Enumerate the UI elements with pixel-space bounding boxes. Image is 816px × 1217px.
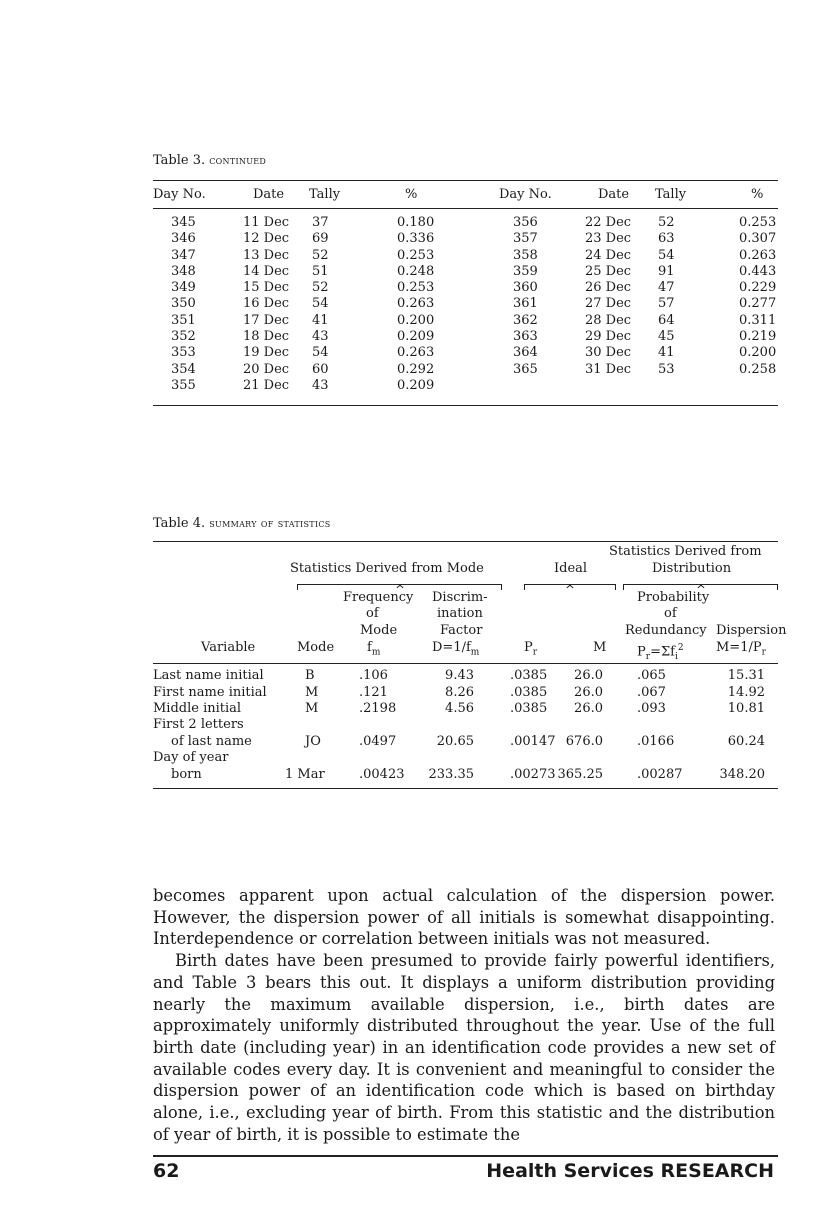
t4-freq: .2198 xyxy=(359,701,397,716)
t3-date: 25 Dec xyxy=(585,263,632,279)
t3-tally: 57 xyxy=(658,296,675,312)
t3-dayno: 350 xyxy=(171,296,196,312)
t3-dayno: 362 xyxy=(513,312,538,328)
t4-h-prob-p: P xyxy=(637,644,646,660)
t4-h-prob-1: Probability xyxy=(637,590,710,605)
t3-dayno: 345 xyxy=(171,215,196,230)
t4-h-disc-formula: D=1/f xyxy=(432,640,471,655)
t4-disp: 10.81 xyxy=(727,701,765,716)
t3-pct: 0.209 xyxy=(397,329,435,345)
t4-freq: .00423 xyxy=(359,766,405,782)
t4-h-m: M xyxy=(593,640,607,655)
t3-h-pct-right: % xyxy=(751,187,764,202)
t3-tally: 37 xyxy=(312,215,329,230)
t3-tally: 52 xyxy=(312,280,329,296)
t3-tally: 64 xyxy=(658,312,675,328)
t3-pct: 0.200 xyxy=(739,345,777,361)
paragraph-2: Birth dates have been presumed to provide fairly powerful identifiers, and Table 3 bears this out. It displays a uniform distribution providing nearly the maximum available dispersion, i.e., birth dates are approximately uniformly distributed throughout the year. Use of the full birth date (including year) in an identification code provides a new set of available codes every day. It is convenient and meaningful to consider the dispersion power of an identification code which is based on birthday alone, i.e., excluding year of birth. From this statistic and the distribution of year of birth, it is possible to estimate the xyxy=(153,951,775,1144)
t3-tally: 41 xyxy=(312,312,329,328)
t4-h-disp-formula: M=1/P xyxy=(716,640,762,655)
t3-pct: 0.219 xyxy=(739,329,777,345)
table4-header-rule xyxy=(153,663,778,664)
t4-h-freq-1: Frequency xyxy=(343,590,414,605)
t3-h-dayno-left: Day No. xyxy=(153,187,206,202)
t3-pct: 0.292 xyxy=(397,361,435,377)
t3-dayno: 356 xyxy=(513,215,538,230)
t4-brace-ideal xyxy=(524,584,616,591)
t3-pct: 0.307 xyxy=(739,231,777,247)
t3-date: 16 Dec xyxy=(243,296,290,312)
t4-h-freq-2: of xyxy=(366,606,379,621)
t3-tally: 91 xyxy=(658,263,675,279)
t4-group-dist-2: Distribution xyxy=(652,561,732,576)
t4-h-pr-sub: r xyxy=(532,647,538,658)
t4-h-prob-3: Redundancy xyxy=(625,623,707,638)
t3-dayno: 348 xyxy=(171,263,196,279)
t3-dayno: 357 xyxy=(513,231,538,247)
t3-tally: 60 xyxy=(312,361,329,377)
t3-date: 23 Dec xyxy=(585,231,632,247)
paragraph-1: becomes apparent upon actual calculation of the dispersion power. However, the dispersion power of all initials is somewhat disappointing. Interdependence or correlation between initials was not measured. xyxy=(153,886,775,949)
t4-h-disc-3: Factor xyxy=(440,623,483,638)
t4-variable: First name initial xyxy=(153,685,267,700)
t4-h-mode: Mode xyxy=(297,640,335,655)
t4-pr: .00147 xyxy=(510,733,556,749)
t4-h-freq-sub: m xyxy=(371,647,381,658)
t3-dayno: 354 xyxy=(171,361,196,377)
t3-tally: 43 xyxy=(312,377,329,393)
t3-tally: 52 xyxy=(312,247,329,263)
t4-disc: 20.65 xyxy=(436,733,474,749)
t4-disp: 14.92 xyxy=(727,685,765,700)
journal-name: Health Services RESEARCH xyxy=(486,1160,774,1182)
t4-m: 676.0 xyxy=(565,733,603,749)
t4-variable: of last name xyxy=(171,733,252,749)
t4-disc: 4.56 xyxy=(445,701,474,716)
t4-group-mode: Statistics Derived from Mode xyxy=(290,561,484,576)
t4-freq: .0497 xyxy=(359,733,397,749)
t4-group-ideal: Ideal xyxy=(554,561,588,576)
t4-prob: .093 xyxy=(637,701,666,716)
t4-variable: born xyxy=(171,766,202,782)
t3-date: 15 Dec xyxy=(243,280,290,296)
t4-disp: 348.20 xyxy=(719,766,765,782)
t3-pct: 0.263 xyxy=(397,296,435,312)
t3-pct: 0.277 xyxy=(739,296,777,312)
t3-dayno: 358 xyxy=(513,247,538,263)
t4-h-prob-4 xyxy=(637,640,684,665)
t3-h-pct-left: % xyxy=(405,187,418,202)
t4-prob: .067 xyxy=(637,685,666,700)
t3-dayno: 352 xyxy=(171,329,196,345)
t4-freq: .121 xyxy=(359,685,388,700)
t4-h-variable: Variable xyxy=(201,640,256,655)
t3-pct: 0.311 xyxy=(739,312,777,328)
t3-date: 18 Dec xyxy=(243,329,290,345)
t3-date: 11 Dec xyxy=(243,215,290,230)
t3-dayno: 359 xyxy=(513,263,538,279)
t4-h-freq-f: f xyxy=(367,640,372,655)
t3-pct: 0.253 xyxy=(739,215,777,230)
t3-h-dayno-right: Day No. xyxy=(499,187,552,202)
t3-pct: 0.263 xyxy=(739,247,777,263)
t4-freq: .106 xyxy=(359,668,388,683)
t3-date: 20 Dec xyxy=(243,361,290,377)
t3-dayno: 349 xyxy=(171,280,196,296)
t3-tally: 63 xyxy=(658,231,675,247)
t3-date: 22 Dec xyxy=(585,215,632,230)
t4-h-pr xyxy=(524,640,537,661)
t3-pct: 0.200 xyxy=(397,312,435,328)
t3-date: 17 Dec xyxy=(243,312,290,328)
t4-m: 26.0 xyxy=(574,685,603,700)
t4-variable: Middle initial xyxy=(153,701,242,716)
t4-prob: .0166 xyxy=(637,733,675,749)
t4-h-disc-1: Discrim- xyxy=(432,590,488,605)
t4-h-freq-4 xyxy=(367,640,380,661)
t3-tally: 51 xyxy=(312,263,329,279)
t3-h-date-right: Date xyxy=(598,187,630,202)
t4-h-pr-p: P xyxy=(524,640,533,655)
table3-caption-title: continued xyxy=(209,153,267,167)
t3-date: 12 Dec xyxy=(243,231,290,247)
t3-pct: 0.248 xyxy=(397,263,435,279)
t3-tally: 53 xyxy=(658,361,675,377)
t4-disp: 15.31 xyxy=(727,668,765,683)
t3-pct: 0.443 xyxy=(739,263,777,279)
t3-date: 24 Dec xyxy=(585,247,632,263)
t4-h-freq-3: Mode xyxy=(360,623,398,638)
t3-pct: 0.180 xyxy=(397,215,435,230)
t3-date: 19 Dec xyxy=(243,345,290,361)
t3-date: 28 Dec xyxy=(585,312,632,328)
t3-dayno: 355 xyxy=(171,377,196,393)
t4-h-prob-2: of xyxy=(664,606,677,621)
t4-disc: 233.35 xyxy=(428,766,474,782)
t3-pct: 0.336 xyxy=(397,231,435,247)
t3-h-tally-left: Tally xyxy=(309,187,341,202)
t3-tally: 41 xyxy=(658,345,675,361)
t3-date: 27 Dec xyxy=(585,296,632,312)
t3-h-date-left: Date xyxy=(253,187,285,202)
t4-mode: M xyxy=(305,701,319,716)
t3-dayno: 364 xyxy=(513,345,538,361)
table4-caption-title: summary of statistics xyxy=(209,516,331,530)
t4-disc: 8.26 xyxy=(445,685,474,700)
body-text xyxy=(153,885,775,1145)
t4-mode: M xyxy=(305,685,319,700)
t3-tally: 54 xyxy=(658,247,675,263)
t4-m: 26.0 xyxy=(574,668,603,683)
t4-prob: .065 xyxy=(637,668,666,683)
t3-pct: 0.229 xyxy=(739,280,777,296)
t4-h-prob-sub-r: r xyxy=(645,651,651,662)
t3-date: 31 Dec xyxy=(585,361,632,377)
footer-rule xyxy=(153,1155,778,1157)
t4-h-prob-sub-i: i xyxy=(674,651,678,662)
t3-tally: 43 xyxy=(312,329,329,345)
t3-pct: 0.263 xyxy=(397,345,435,361)
t4-h-disp-sub: r xyxy=(761,647,766,658)
t3-tally: 54 xyxy=(312,345,329,361)
t3-pct: 0.253 xyxy=(397,247,435,263)
page-number: 62 xyxy=(153,1160,180,1182)
t3-dayno: 346 xyxy=(171,231,196,247)
t3-h-tally-right: Tally xyxy=(655,187,687,202)
t3-date: 14 Dec xyxy=(243,263,290,279)
t4-mode: 1 Mar xyxy=(285,766,325,782)
t4-h-prob-formula: =Σf xyxy=(650,644,675,660)
t4-variable: First 2 letters xyxy=(153,717,244,732)
table4-caption-label: Table 4. xyxy=(153,516,206,531)
t4-h-disc-4 xyxy=(432,640,479,661)
t3-tally: 45 xyxy=(658,329,675,345)
t3-dayno: 361 xyxy=(513,296,538,312)
t4-mode: B xyxy=(305,668,315,683)
t4-disp: 60.24 xyxy=(727,733,765,749)
t4-h-disc-2: ination xyxy=(437,606,483,621)
t4-h-disp-2 xyxy=(716,640,766,661)
t3-date: 30 Dec xyxy=(585,345,632,361)
t4-disc: 9.43 xyxy=(445,668,474,683)
t3-dayno: 347 xyxy=(171,247,196,263)
t3-tally: 54 xyxy=(312,296,329,312)
t4-prob: .00287 xyxy=(637,766,683,782)
t4-pr: .0385 xyxy=(510,668,548,683)
t4-h-disc-sub: m xyxy=(470,647,480,658)
t4-mode: JO xyxy=(305,733,321,749)
t3-date: 21 Dec xyxy=(243,377,290,393)
t4-h-prob-sup: 2 xyxy=(677,643,684,653)
table4-bottom-rule xyxy=(153,788,778,789)
t3-date: 29 Dec xyxy=(585,329,632,345)
t3-pct: 0.253 xyxy=(397,280,435,296)
t3-dayno: 365 xyxy=(513,361,538,377)
t4-h-disp-1: Dispersion xyxy=(716,623,787,638)
t3-date: 13 Dec xyxy=(243,247,290,263)
t4-m: 365.25 xyxy=(557,766,603,782)
table3-caption-label: Table 3. xyxy=(153,153,206,168)
t4-variable: Day of year xyxy=(153,750,229,765)
t3-dayno: 363 xyxy=(513,329,538,345)
t3-dayno: 351 xyxy=(171,312,196,328)
t4-pr: .00273 xyxy=(510,766,556,782)
t3-dayno: 353 xyxy=(171,345,196,361)
t3-dayno: 360 xyxy=(513,280,538,296)
t4-pr: .0385 xyxy=(510,701,548,716)
t4-variable: Last name initial xyxy=(153,668,264,683)
t3-date: 26 Dec xyxy=(585,280,632,296)
t4-pr: .0385 xyxy=(510,685,548,700)
t4-m: 26.0 xyxy=(574,701,603,716)
t3-pct: 0.209 xyxy=(397,377,435,393)
t4-group-dist-1: Statistics Derived from xyxy=(609,544,762,559)
t3-pct: 0.258 xyxy=(739,361,777,377)
t3-tally: 69 xyxy=(312,231,329,247)
t3-tally: 52 xyxy=(658,215,675,230)
t3-tally: 47 xyxy=(658,280,675,296)
